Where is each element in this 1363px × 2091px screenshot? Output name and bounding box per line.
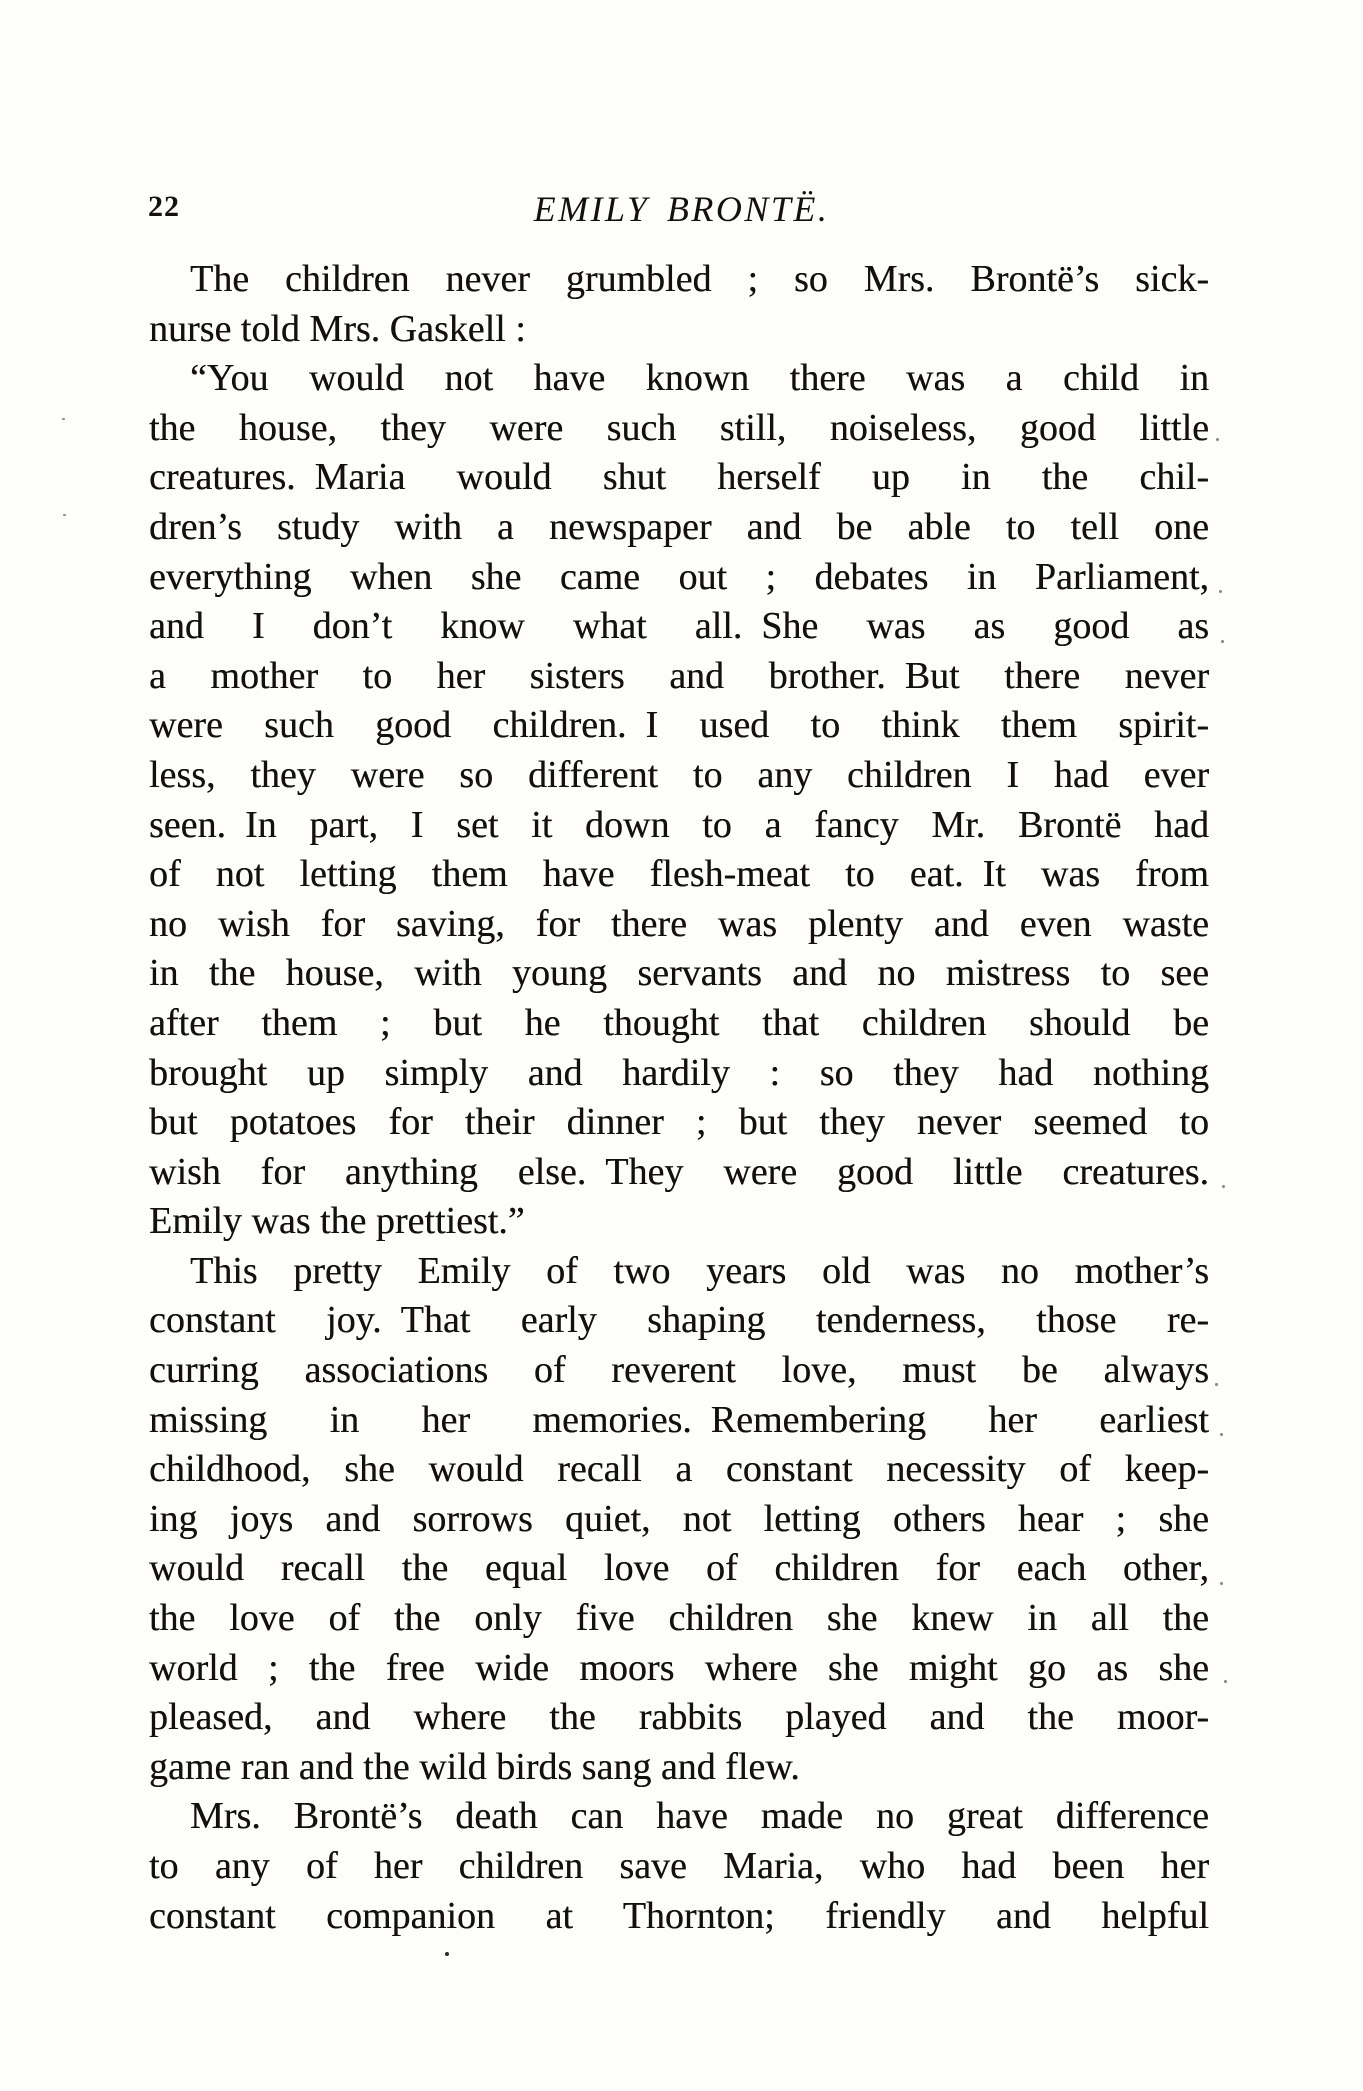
text-line: in the house, with young servants and no mistress to see <box>149 952 1209 995</box>
text-line: of not letting them have flesh-meat to eat. It was from <box>149 853 1209 896</box>
text-line: would recall the equal love of children for each other, <box>149 1547 1209 1590</box>
text-line: curring associations of reverent love, must be always <box>149 1349 1209 1392</box>
text-line: no wish for saving, for there was plenty and even waste <box>149 902 1209 945</box>
text-line: were such good children. I used to think them spirit- <box>149 704 1209 747</box>
text-line: childhood, she would recall a constant necessity of keep- <box>149 1448 1209 1491</box>
text-line: after them ; but he thought that children should be <box>149 1001 1209 1044</box>
text-line: “You would not have known there was a child in <box>190 357 1209 400</box>
scan-speck <box>1224 1680 1227 1683</box>
text-line: the love of the only five children she knew in all the <box>149 1597 1209 1640</box>
text-line: but potatoes for their dinner ; but they never seemed to <box>149 1101 1209 1144</box>
text-line: dren’s study with a newspaper and be able to tell one <box>149 505 1209 548</box>
text-line: ing joys and sorrows quiet, not letting others hear ; she <box>149 1497 1209 1540</box>
page-number: 22 <box>148 190 180 223</box>
text-block <box>149 255 1209 1941</box>
scan-speck <box>1220 1582 1223 1585</box>
text-line: the house, they were such still, noiseless, good little <box>149 406 1209 449</box>
text-line: and I don’t know what all. She was as good as <box>149 605 1209 648</box>
text-line: seen. In part, I set it down to a fancy Mr. Brontë had <box>149 803 1209 846</box>
text-line: The children never grumbled ; so Mrs. Brontë’s sick- <box>190 258 1209 300</box>
text-line: creatures. Maria would shut herself up in the chil- <box>149 456 1209 499</box>
scan-speck <box>1222 1185 1225 1188</box>
text-line: pleased, and where the rabbits played and the moor- <box>149 1696 1209 1739</box>
text-line: wish for anything else. They were good little creatures. <box>149 1150 1209 1193</box>
text-line: brought up simply and hardily : so they had nothing <box>149 1051 1209 1094</box>
scan-speck <box>62 418 65 420</box>
running-title: EMILY BRONTË. <box>533 189 830 229</box>
text-line: less, they were so different to any children I had ever <box>149 753 1209 796</box>
scan-speck <box>1215 1383 1218 1386</box>
text-line: Emily was the prettiest.” <box>149 1200 525 1243</box>
scan-speck <box>63 514 66 516</box>
text-line: everything when she came out ; debates in Parliament, <box>149 555 1209 598</box>
text-line: to any of her children save Maria, who had been her <box>149 1845 1209 1887</box>
scan-speck <box>1216 438 1219 441</box>
text-line: missing in her memories. Remembering her earliest <box>149 1398 1209 1441</box>
scan-speck <box>1221 640 1224 643</box>
scan-speck <box>1219 590 1222 593</box>
text-line: world ; the free wide moors where she might go as she <box>149 1646 1209 1689</box>
text-line: Mrs. Brontë’s death can have made no great difference <box>190 1795 1209 1838</box>
scan-speck <box>1220 1433 1223 1436</box>
text-line: constant joy. That early shaping tenderness, those re- <box>149 1299 1209 1342</box>
text-line: game ran and the wild birds sang and flew. <box>149 1745 800 1788</box>
text-line: This pretty Emily of two years old was no mother’s <box>190 1249 1209 1292</box>
text-line: nurse told Mrs. Gaskell : <box>149 307 526 350</box>
scan-speck <box>445 1952 449 1956</box>
text-line: a mother to her sisters and brother. But there never <box>149 654 1209 697</box>
text-line: constant companion at Thornton; friendly and helpful <box>149 1894 1209 1937</box>
